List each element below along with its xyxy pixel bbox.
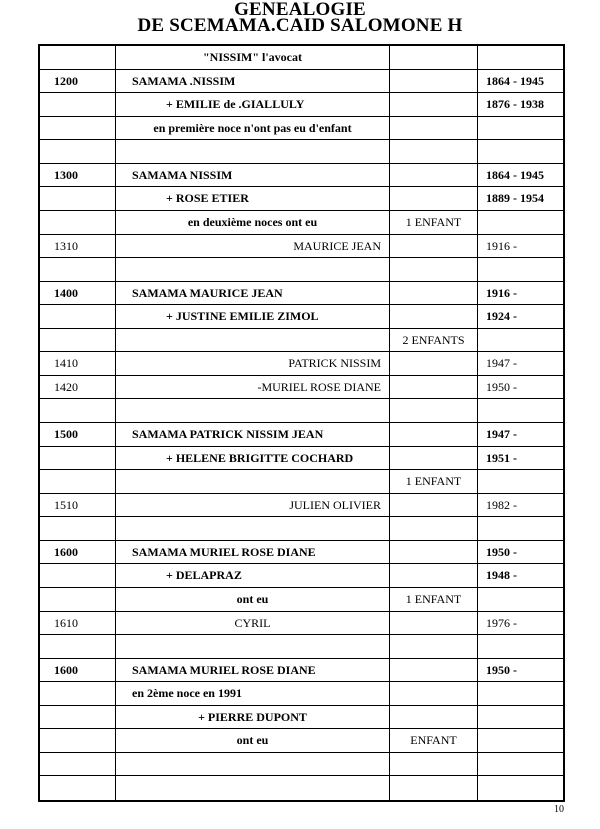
generation-number <box>40 93 115 116</box>
person-name <box>115 776 389 800</box>
life-dates: 1864 - 1945 <box>477 164 563 187</box>
document-title-line1: GENEALOGIE <box>234 0 366 20</box>
life-dates <box>477 588 563 611</box>
children-count <box>389 682 477 705</box>
children-count <box>389 706 477 729</box>
person-name: SAMAMA MURIEL ROSE DIANE <box>115 659 389 682</box>
generation-number <box>40 187 115 210</box>
children-count <box>389 187 477 210</box>
life-dates <box>477 117 563 140</box>
generation-number: 1310 <box>54 238 78 253</box>
table-row <box>40 423 563 447</box>
person-name: "NISSIM" l'avocat <box>115 46 389 69</box>
generation-number: 1410 <box>54 356 78 371</box>
generation-number <box>40 729 115 752</box>
table-row <box>40 235 563 259</box>
life-dates <box>477 753 563 776</box>
generation-number: 1600 <box>54 544 78 559</box>
person-name <box>115 140 389 163</box>
generation-number <box>40 399 115 422</box>
person-name: SAMAMA NISSIM <box>115 164 389 187</box>
table-row <box>40 376 563 400</box>
person-name: JULIEN OLIVIER <box>115 494 389 517</box>
person-name: ont eu <box>115 588 389 611</box>
table-row <box>40 399 563 423</box>
person-name: en deuxième noces ont eu <box>115 211 389 234</box>
generation-number <box>40 305 115 328</box>
generation-number <box>40 517 115 540</box>
person-name <box>115 329 389 352</box>
table-row <box>40 659 563 683</box>
life-dates: 1948 - <box>477 564 563 587</box>
table-row <box>40 588 563 612</box>
table-row <box>40 776 563 800</box>
table-row <box>40 187 563 211</box>
person-name: + EMILIE de .GIALLULY <box>115 93 389 116</box>
table-row <box>40 494 563 518</box>
table-row <box>40 470 563 494</box>
person-name: en première noce n'ont pas eu d'enfant <box>115 117 389 140</box>
children-count <box>389 753 477 776</box>
person-name: SAMAMA MURIEL ROSE DIANE <box>115 541 389 564</box>
life-dates <box>477 776 563 800</box>
table-row <box>40 164 563 188</box>
life-dates <box>477 682 563 705</box>
children-count <box>389 93 477 116</box>
document-title-line2: DE SCEMAMA.CAID SALOMONE H <box>137 15 463 36</box>
life-dates: 1864 - 1945 <box>477 70 563 93</box>
generation-number <box>40 776 115 800</box>
person-name <box>115 517 389 540</box>
table-row <box>40 564 563 588</box>
children-count <box>389 659 477 682</box>
generation-number <box>40 470 115 493</box>
generation-number: 1420 <box>54 379 78 394</box>
children-count <box>389 305 477 328</box>
generation-number <box>40 329 115 352</box>
generation-number: 1600 <box>54 662 78 677</box>
table-row <box>40 46 563 70</box>
life-dates <box>477 399 563 422</box>
person-name: CYRIL <box>115 612 389 635</box>
life-dates <box>477 258 563 281</box>
life-dates: 1951 - <box>477 447 563 470</box>
person-name <box>115 635 389 658</box>
life-dates: 1947 - <box>477 352 563 375</box>
life-dates: 1982 - <box>477 494 563 517</box>
life-dates: 1876 - 1938 <box>477 93 563 116</box>
table-row <box>40 211 563 235</box>
generation-number <box>40 447 115 470</box>
children-count <box>389 376 477 399</box>
children-count <box>389 70 477 93</box>
person-name <box>115 753 389 776</box>
person-name <box>115 258 389 281</box>
table-row <box>40 753 563 777</box>
table-row <box>40 706 563 730</box>
table-row <box>40 729 563 753</box>
table-row <box>40 612 563 636</box>
life-dates: 1916 - <box>477 235 563 258</box>
table-row <box>40 282 563 306</box>
children-count <box>389 494 477 517</box>
children-count <box>389 541 477 564</box>
generation-number <box>40 682 115 705</box>
life-dates <box>477 517 563 540</box>
table-row <box>40 140 563 164</box>
table-row <box>40 517 563 541</box>
children-count <box>389 399 477 422</box>
children-count: 1 ENFANT <box>389 211 477 234</box>
table-row <box>40 635 563 659</box>
person-name: MAURICE JEAN <box>115 235 389 258</box>
generation-number: 1610 <box>54 615 78 630</box>
generation-number <box>40 258 115 281</box>
generation-number <box>40 706 115 729</box>
life-dates: 1976 - <box>477 612 563 635</box>
table-row <box>40 352 563 376</box>
life-dates: 1950 - <box>477 659 563 682</box>
life-dates: 1950 - <box>477 376 563 399</box>
table-row <box>40 70 563 94</box>
generation-number: 1300 <box>54 167 78 182</box>
person-name: + PIERRE DUPONT <box>115 706 389 729</box>
children-count: 1 ENFANT <box>389 588 477 611</box>
person-name: PATRICK NISSIM <box>115 352 389 375</box>
life-dates <box>477 729 563 752</box>
table-row <box>40 447 563 471</box>
person-name: + ROSE ETIER <box>115 187 389 210</box>
life-dates: 1924 - <box>477 305 563 328</box>
person-name: en 2ème noce en 1991 <box>115 682 389 705</box>
children-count <box>389 517 477 540</box>
life-dates: 1916 - <box>477 282 563 305</box>
person-name: ont eu <box>115 729 389 752</box>
generation-number <box>40 117 115 140</box>
children-count: 2 ENFANTS <box>389 329 477 352</box>
person-name: SAMAMA PATRICK NISSIM JEAN <box>115 423 389 446</box>
children-count <box>389 164 477 187</box>
children-count <box>389 635 477 658</box>
table-row <box>40 305 563 329</box>
children-count <box>389 564 477 587</box>
table-row <box>40 682 563 706</box>
life-dates <box>477 470 563 493</box>
table-row <box>40 541 563 565</box>
children-count <box>389 776 477 800</box>
children-count: ENFANT <box>389 729 477 752</box>
table-row <box>40 258 563 282</box>
life-dates <box>477 211 563 234</box>
table-row <box>40 93 563 117</box>
person-name: SAMAMA .NISSIM <box>115 70 389 93</box>
page-number: 10 <box>554 804 564 815</box>
life-dates <box>477 635 563 658</box>
generation-number <box>40 211 115 234</box>
generation-number <box>40 564 115 587</box>
life-dates: 1950 - <box>477 541 563 564</box>
generation-number <box>40 753 115 776</box>
children-count <box>389 258 477 281</box>
children-count <box>389 282 477 305</box>
generation-number <box>40 588 115 611</box>
children-count <box>389 117 477 140</box>
children-count <box>389 235 477 258</box>
person-name: SAMAMA MAURICE JEAN <box>115 282 389 305</box>
children-count: 1 ENFANT <box>389 470 477 493</box>
person-name <box>115 399 389 422</box>
table-row <box>40 329 563 353</box>
generation-number: 1510 <box>54 497 78 512</box>
children-count <box>389 140 477 163</box>
life-dates <box>477 140 563 163</box>
table-row <box>40 117 563 141</box>
person-name: + JUSTINE EMILIE ZIMOL <box>115 305 389 328</box>
children-count <box>389 352 477 375</box>
person-name <box>115 470 389 493</box>
generation-number: 1500 <box>54 427 78 441</box>
life-dates <box>477 329 563 352</box>
life-dates <box>477 706 563 729</box>
life-dates: 1947 - <box>477 423 563 446</box>
life-dates <box>477 46 563 69</box>
generation-number: 1400 <box>54 285 78 300</box>
generation-number <box>40 46 115 69</box>
children-count <box>389 423 477 446</box>
genealogy-table <box>38 44 565 802</box>
person-name: + DELAPRAZ <box>115 564 389 587</box>
children-count <box>389 447 477 470</box>
children-count <box>389 46 477 69</box>
generation-number: 1200 <box>54 73 78 88</box>
person-name: -MURIEL ROSE DIANE <box>115 376 389 399</box>
children-count <box>389 612 477 635</box>
generation-number <box>40 140 115 163</box>
generation-number <box>40 635 115 658</box>
life-dates: 1889 - 1954 <box>477 187 563 210</box>
person-name: + HELENE BRIGITTE COCHARD <box>115 447 389 470</box>
